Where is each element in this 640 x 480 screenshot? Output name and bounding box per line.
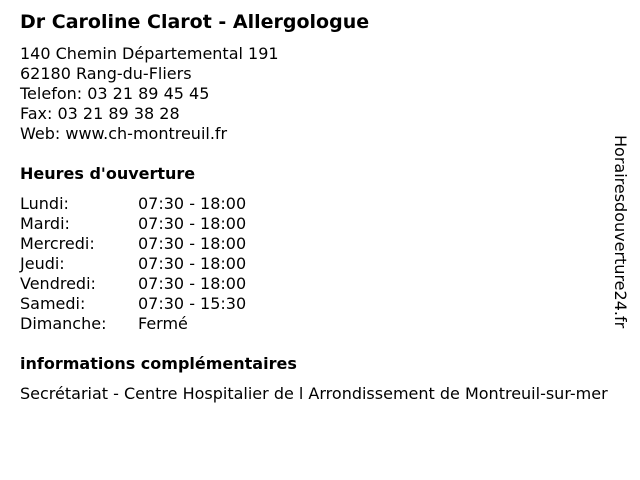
time-range: 07:30 - 18:00 bbox=[138, 254, 247, 273]
opening-hours-list bbox=[20, 194, 320, 334]
time-range: 07:30 - 18:00 bbox=[138, 214, 247, 233]
page-title: Dr Caroline Clarot - Allergologue bbox=[20, 11, 370, 33]
time-range: 07:30 - 18:00 bbox=[138, 234, 247, 253]
time-range: Fermé bbox=[138, 314, 188, 333]
phone-number[interactable]: Telefon: 03 21 89 45 45 bbox=[20, 84, 210, 103]
website-link[interactable]: Web: www.ch-montreuil.fr bbox=[20, 124, 228, 143]
day-label: Jeudi: bbox=[20, 254, 65, 273]
day-label: Mercredi: bbox=[20, 234, 95, 253]
day-label: Vendredi: bbox=[20, 274, 96, 293]
time-range: 07:30 - 15:30 bbox=[138, 294, 247, 313]
day-label: Dimanche: bbox=[20, 314, 107, 333]
hours-row-vendredi bbox=[20, 274, 320, 294]
hours-row-mercredi bbox=[20, 234, 320, 254]
site-watermark: Horairesdouverture24.fr bbox=[611, 135, 630, 329]
street-address: 140 Chemin Départemental 191 bbox=[20, 44, 279, 63]
day-label: Samedi: bbox=[20, 294, 86, 313]
hours-row-mardi bbox=[20, 214, 320, 234]
city-postal: 62180 Rang-du-Fliers bbox=[20, 64, 192, 83]
hours-row-dimanche bbox=[20, 314, 320, 334]
info-text: Secrétariat - Centre Hospitalier de l Arrondissement de Montreuil-sur-mer bbox=[20, 384, 608, 403]
time-range: 07:30 - 18:00 bbox=[138, 194, 247, 213]
day-label: Mardi: bbox=[20, 214, 70, 233]
address-block bbox=[20, 44, 279, 144]
day-label: Lundi: bbox=[20, 194, 69, 213]
hours-row-samedi bbox=[20, 294, 320, 314]
hours-heading: Heures d'ouverture bbox=[20, 164, 196, 183]
time-range: 07:30 - 18:00 bbox=[138, 274, 247, 293]
info-heading: informations complémentaires bbox=[20, 354, 297, 373]
hours-row-jeudi bbox=[20, 254, 320, 274]
fax-number: Fax: 03 21 89 38 28 bbox=[20, 104, 180, 123]
hours-row-lundi bbox=[20, 194, 320, 214]
